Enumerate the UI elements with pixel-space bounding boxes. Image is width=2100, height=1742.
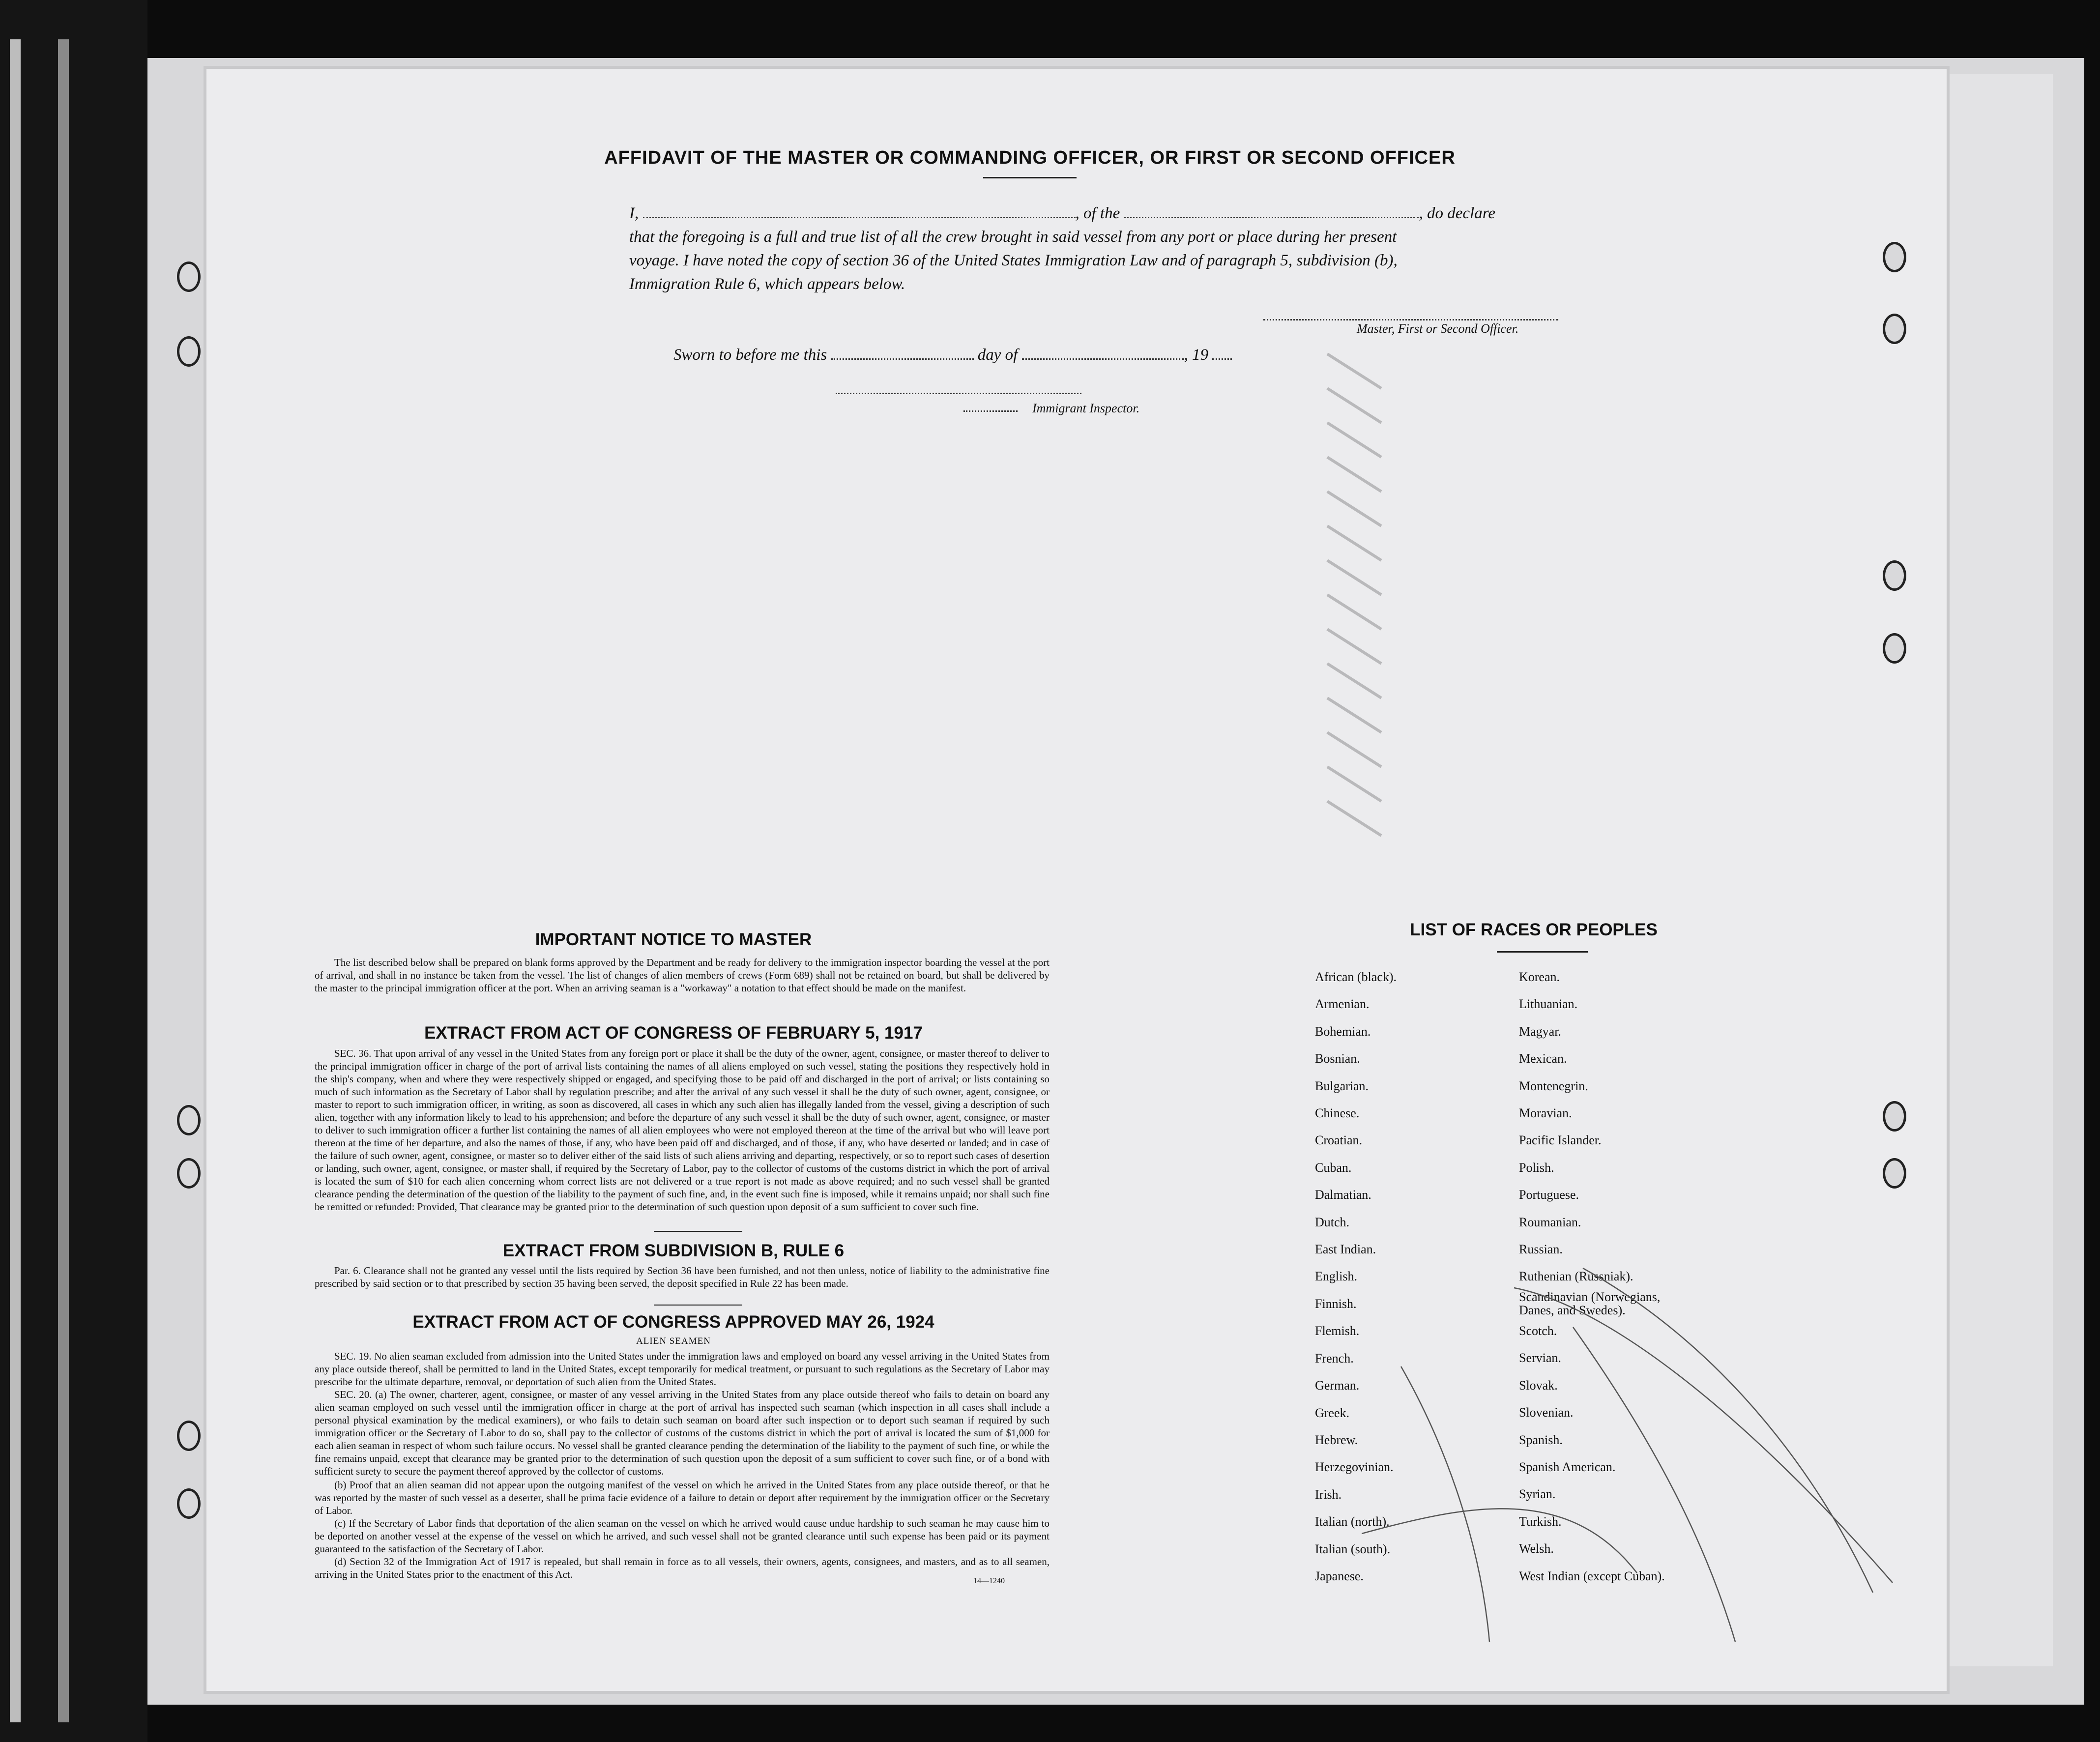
extract-rule6-body: Par. 6. Clearance shall not be granted any vessel until the lists required by Section 36 have been furnished, and not then unless, notice of liability to the administrative fine prescribed by said section or to that prescribed by section 35 having been served, the deposit specified in Rule 22 has been made.: [315, 1265, 1050, 1289]
extract-1924-sec19: SEC. 19. No alien seaman excluded from admission into the United States under the immigration laws and employed on board any vessel arriving in the United States from any place outside thereof, shall be permitted to land in the United States, except temporarily for medical treatment, or pursuant to such regulations as the Secretary of Labor may prescribe for the ultimate departure, removal, or deportation of such alien from the United States.: [315, 1350, 1050, 1388]
race-item: Bohemian.: [1315, 1024, 1371, 1039]
sworn-prefix: Sworn to before me this: [673, 346, 827, 364]
name-blank: [643, 216, 1076, 218]
declaration-line-3: voyage. I have noted the copy of section 36 of the United States Immigration Law and of paragraph 5, subdivision (b),: [629, 252, 1398, 269]
film-border-left: [0, 0, 147, 1742]
race-item: Bosnian.: [1315, 1051, 1360, 1066]
race-item: Herzegovinian.: [1315, 1460, 1394, 1475]
race-item: Cuban.: [1315, 1160, 1352, 1175]
race-item: Spanish American.: [1519, 1459, 1616, 1474]
declaration-line-4: Immigration Rule 6, which appears below.: [629, 275, 905, 293]
inspector-signature-blank-2: [963, 410, 1018, 412]
punch-hole: [177, 1488, 201, 1519]
race-item: East Indian.: [1315, 1242, 1376, 1257]
punch-hole: [1883, 242, 1906, 272]
sworn-line: [673, 343, 1232, 367]
master-signature-label: Master, First or Second Officer.: [1357, 321, 1519, 336]
race-item: African (black).: [1315, 970, 1397, 984]
race-item: Greek.: [1315, 1405, 1350, 1420]
extract-1924-sec20d: (d) Section 32 of the Immigration Act of 1917 is repealed, but shall remain in force as to all vessels, their owners, agents, consignees, and masters, and as to all seamen, arriving in the United States prior to the enactment of this Act.: [315, 1556, 1050, 1580]
races-rule: [1497, 951, 1588, 953]
notice-body: The list described below shall be prepared on blank forms approved by the Department and be ready for delivery to the immigration inspector boarding the vessel at the port of arrival, and shall in no instance be taken from the vessel. The list of changes of alien members of crews (Form 689) shall not be retained on board, but shall be delivered by the master to the principal immigration officer at the port. When an arriving seaman is a "workaway" a notation to that effect should be made on the manifest.: [315, 957, 1050, 994]
punch-hole: [177, 1158, 201, 1189]
pencil-strokes: [1362, 1229, 1912, 1652]
inspector-label: Immigrant Inspector.: [1032, 401, 1140, 415]
extract-rule6-title: EXTRACT FROM SUBDIVISION B, RULE 6: [502, 1241, 845, 1260]
film-edge-strip: [58, 39, 69, 1722]
race-item: Turkish.: [1519, 1514, 1562, 1529]
punch-hole: [1883, 1101, 1906, 1132]
race-item: Lithuanian.: [1519, 997, 1578, 1012]
declaration-do-declare: , do declare: [1419, 204, 1495, 222]
race-item: Chinese.: [1315, 1106, 1360, 1121]
tick-marks: [1308, 344, 1514, 934]
section-rule: [654, 1231, 742, 1232]
punch-hole: [177, 261, 201, 292]
race-item: Irish.: [1315, 1487, 1342, 1502]
race-item: Hebrew.: [1315, 1432, 1358, 1447]
race-item: Dalmatian.: [1315, 1188, 1371, 1202]
film-edge-strip: [10, 39, 21, 1722]
inspector-signature-blank: [836, 392, 1081, 394]
race-item: Moravian.: [1519, 1106, 1572, 1121]
declaration-line-1: [629, 202, 1495, 225]
declaration-line-2: that the foregoing is a full and true list of all the crew brought in said vessel from any port or place during her present: [629, 228, 1397, 246]
race-item: Scandinavian (Norwegians, Danes, and Swedes).: [1519, 1289, 1661, 1317]
race-item: Portuguese.: [1519, 1188, 1579, 1202]
punch-hole: [177, 1421, 201, 1451]
punch-hole: [1883, 314, 1906, 344]
race-item: Dutch.: [1315, 1215, 1350, 1229]
punch-hole: [1883, 633, 1906, 664]
extract-1924-sec20c: (c) If the Secretary of Labor finds that deportation of the alien seaman on the vessel on which he arrived would cause undue hardship to such seaman he may cause him to be deported on another vessel at the expense of the vessel on which he arrived, and such vessel shall not be granted clearance until such expense has been paid or its payment guaranteed to the satisfaction of the Secretary of Labor.: [315, 1517, 1050, 1555]
race-item: Finnish.: [1315, 1296, 1357, 1311]
race-item: Syrian.: [1519, 1487, 1556, 1502]
race-item: Armenian.: [1315, 997, 1370, 1012]
punch-hole: [1883, 1158, 1906, 1189]
race-item: Croatian.: [1315, 1133, 1363, 1148]
sworn-day-blank: [831, 358, 974, 360]
extract-1924-sec20b: (b) Proof that an alien seaman did not appear upon the outgoing manifest of the vessel on which he arrived in the United States from any place outside thereof, or that he was reported by the master of such vessel as a deserter, shall be prima facie evidence of a failure to detain or deport after requirement by the immigration officer or the Secretary of Labor.: [315, 1479, 1050, 1516]
declaration-of-the: , of the: [1075, 204, 1120, 222]
race-item: Italian (south).: [1315, 1541, 1391, 1556]
sworn-day-of: day of: [977, 346, 1018, 364]
race-item: Japanese.: [1315, 1568, 1364, 1583]
race-item: Ruthenian (Russniak).: [1519, 1269, 1633, 1284]
race-item: Flemish.: [1315, 1324, 1360, 1338]
extract-1924-subtitle: ALIEN SEAMEN: [636, 1336, 711, 1346]
race-item: Roumanian.: [1519, 1215, 1581, 1229]
race-item: Russian.: [1519, 1242, 1563, 1257]
race-item: Polish.: [1519, 1160, 1554, 1175]
master-signature-blank: [1263, 319, 1558, 320]
form-number: 14—1240: [973, 1577, 1005, 1585]
punch-hole: [1883, 560, 1906, 591]
race-item: Slovenian.: [1519, 1405, 1574, 1420]
notice-title: IMPORTANT NOTICE TO MASTER: [535, 930, 812, 949]
affidavit-title: AFFIDAVIT OF THE MASTER OR COMMANDING OFFICER, OR FIRST OR SECOND OFFICER: [604, 147, 1456, 168]
race-item: Italian (north).: [1315, 1514, 1390, 1529]
punch-hole: [177, 1105, 201, 1135]
race-item: Servian.: [1519, 1351, 1561, 1365]
race-item: Pacific Islander.: [1519, 1133, 1602, 1148]
race-item: Montenegrin.: [1519, 1078, 1588, 1093]
extract-1924-title: EXTRACT FROM ACT OF CONGRESS APPROVED MAY 26, 1924: [412, 1312, 934, 1332]
race-item: Mexican.: [1519, 1051, 1567, 1066]
declaration-i: I,: [629, 204, 639, 222]
extract-1917-body: SEC. 36. That upon arrival of any vessel in the United States from any foreign port or place it shall be the duty of the owner, agent, consignee, or master thereof to deliver to the principal immigration officer in charge of the port of arrival lists containing the names of all aliens employed on such vessel, stating the positions they respectively hold in the ship's company, when and where they were respectively shipped or engaged, and specifying those to be paid off and discharged in the port of arrival; or lists containing so much of such information as the Secretary of Labor shall by regulation prescribe; and after the arrival of any such vessel it shall be the duty of such owner, agent, consignee, or master to report to such immigration officer, in writing, as soon as discovered, all cases in which any such alien has illegally landed from the vessel, giving a description of such alien, together with any information likely to lead to his apprehension; and before the departure of any such vessel it shall be the duty of such owner, agent, consignee, or master to deliver to such immigration officer a further list containing the names of all alien employees who were not employed thereon at the time of the arrival but who will leave port thereon at the time of her departure, and also the names of those, if any, who have been paid off and discharged, and of those, if any, who have deserted or landed; and in case of the failure of such owner, agent, consignee, or master so to deliver either of the said lists of such aliens arriving and departing, respectively, or so to report such cases of desertion or landing, such owner, agent, consignee, or master shall, if required by the Secretary of Labor, pay to the collector of customs of the customs district in which the port of arrival is located the sum of $10 for each alien concerning whom correct lists are not delivered or a true report is not made as above required; and no such vessel shall be granted clearance pending the determination of the question of the liability to the payment of such fine, and, in the event such fine is imposed, while it remains unpaid; nor shall such fine be remitted or refunded: Provided, That clearance may be granted prior to the determination of such question upon deposit of a sum sufficient to cover such fine.: [315, 1047, 1050, 1213]
title-rule: [983, 177, 1077, 178]
extract-1924-sec20a: SEC. 20. (a) The owner, charterer, agent, consignee, or master of any vessel arriving in the United States from any place outside thereof who fails to detain on board any alien seaman employed on such vessel until the immigration officer in charge at the port of arrival has inspected such seaman (which inspection in all cases shall include a personal physical examination by the medical examiners), or who fails to detain such seaman on board after such inspection or to deport such seaman if required by such immigration officer or the Secretary of Labor to do so, shall pay to the collector of customs of the customs district in which the port of arrival is located the sum of $1,000 for each alien seaman in respect of whom such failure occurs. No vessel shall be granted clearance pending the determination of the liability to the payment of such fine, or while the fine remains unpaid, except that clearance may be granted prior to the determination of such question upon the deposit of a sum sufficient to cover such fine, or of a bond with sufficient surety to secure the payment thereof approved by the collector of customs.: [315, 1389, 1050, 1477]
sworn-year: , 19: [1184, 346, 1209, 364]
manifest-page: [206, 69, 1947, 1691]
sworn-year-blank: [1212, 358, 1232, 360]
section-rule: [654, 1305, 742, 1306]
vessel-blank: [1124, 216, 1419, 218]
race-item: Scotch.: [1519, 1323, 1557, 1338]
punch-hole: [177, 336, 201, 367]
race-item: English.: [1315, 1269, 1357, 1284]
race-item: Magyar.: [1519, 1024, 1561, 1039]
race-item: Welsh.: [1519, 1541, 1554, 1556]
races-title: LIST OF RACES OR PEOPLES: [1410, 920, 1658, 939]
race-item: Spanish.: [1519, 1432, 1563, 1447]
race-item: Slovak.: [1519, 1378, 1558, 1393]
race-item: French.: [1315, 1351, 1354, 1365]
race-item: German.: [1315, 1378, 1360, 1393]
extract-1917-title: EXTRACT FROM ACT OF CONGRESS OF FEBRUARY 5, 1917: [424, 1023, 923, 1043]
race-item: Korean.: [1519, 970, 1560, 984]
race-item: Bulgarian.: [1315, 1078, 1369, 1093]
sworn-month-blank: [1022, 358, 1184, 360]
race-item: West Indian (except Cuban).: [1519, 1568, 1665, 1583]
